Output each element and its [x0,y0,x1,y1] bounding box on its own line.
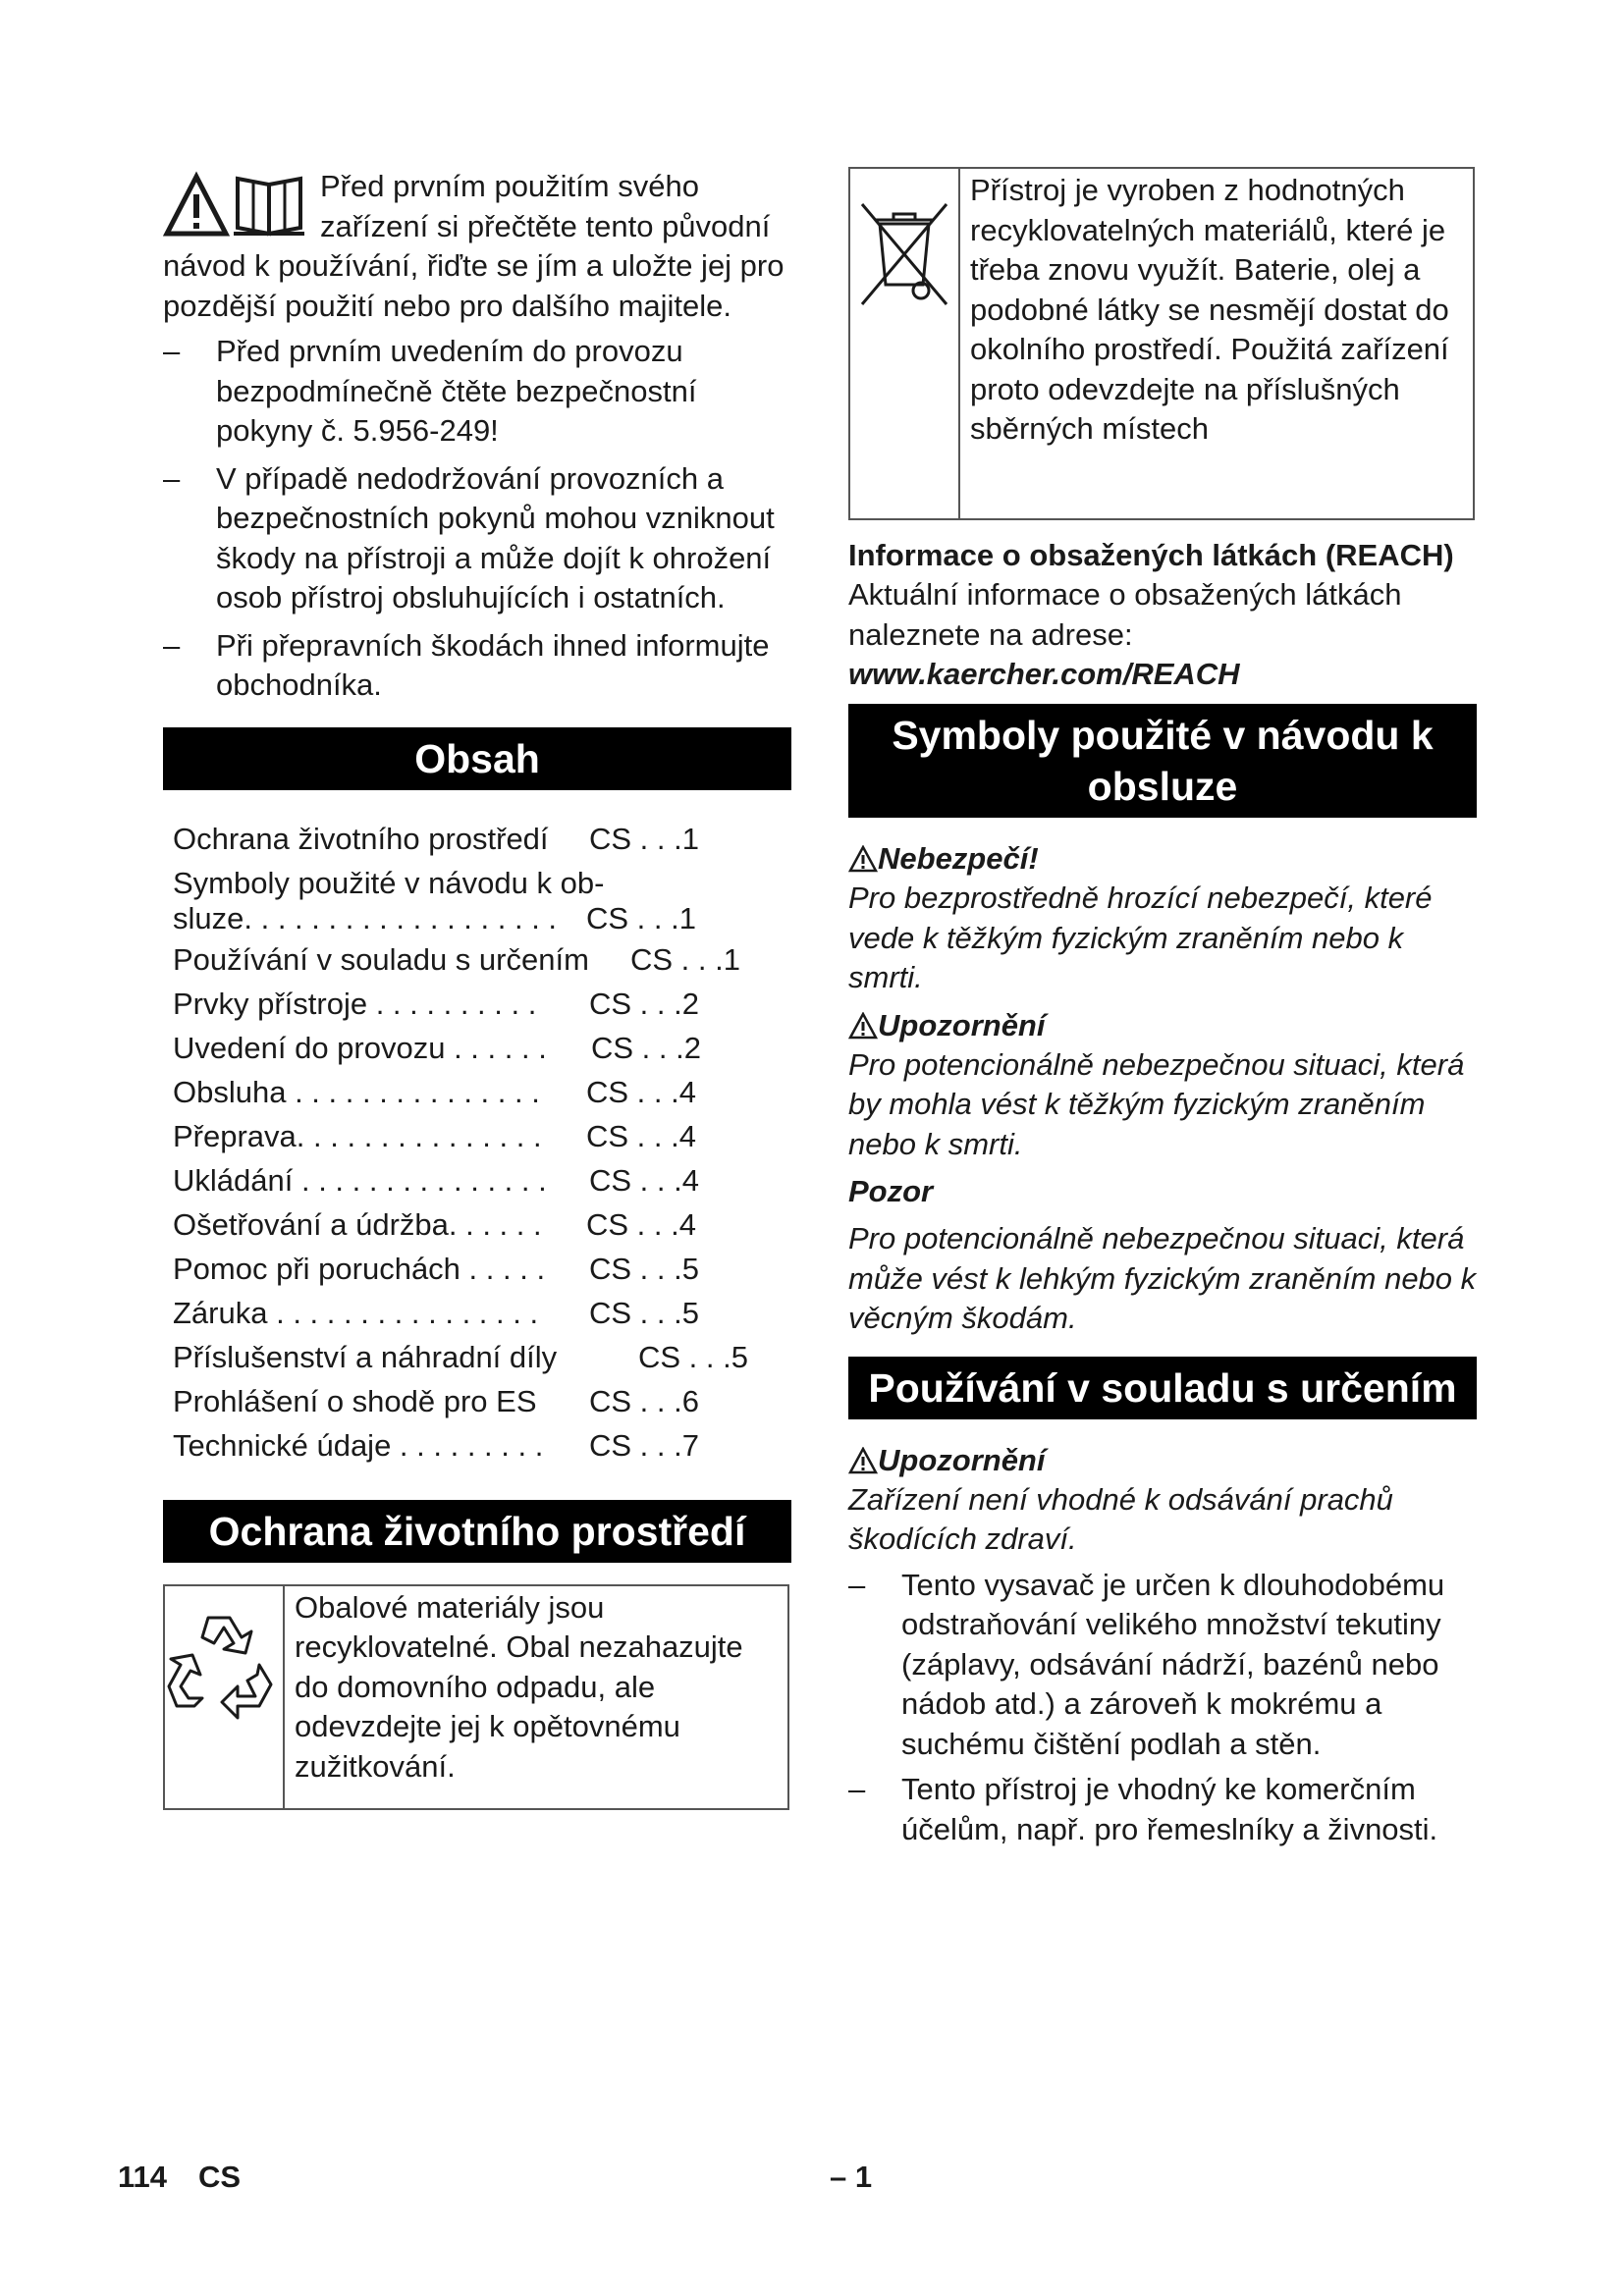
toc-entry[interactable]: Ukládání . . . . . . . . . . . . . . . CS . . .4 [173,1162,699,1198]
crossed-bin-icon [850,194,958,312]
use-warning-text: Zařízení není vhodné k odsávání prachů škodících zdraví. [848,1481,1393,1556]
right-column [848,167,1477,1849]
danger-text: Pro bezprostředně hrozící nebezpečí, které vede k těžkým fyzickým zraněním nebo k smrti. [848,881,1433,994]
intended-use-heading: Používání v souladu s určením [848,1357,1477,1419]
list-item: – Při přepravních škodách ihned informujte obchodníka. [163,627,770,702]
warning-text: Pro potencionálně nebezpečnou situaci, která by mohla vést k těžkým fyzickým zraněním nebo k smrti. [848,1046,1465,1161]
page-number: 114 CS [118,2160,242,2194]
packaging-recycling-box [163,1584,789,1810]
warning-triangle-icon [848,845,878,873]
sheet-number: – 1 [830,2160,873,2194]
toc-entry[interactable]: Technické údaje . . . . . . . . . CS . . .7 [173,1427,699,1463]
toc-entry[interactable]: Uvedení do provozu . . . . . . CS . . .2 [173,1030,701,1065]
toc-entry[interactable]: Příslušenství a náhradní díly CS . . .5 [173,1339,748,1374]
reach-link[interactable]: www.kaercher.com/REACH [848,657,1240,691]
toc-entry[interactable]: Ochrana životního prostředí CS . . .1 [173,821,699,856]
list-item: – V případě nedodržování provozních a bezpečnostních pokynů mohou vzniknout škody na přístroji a může dojít k ohrožení osob přístroj obsluhujících i ostatních. [163,460,775,614]
toc-entry[interactable]: Prohlášení o shodě pro ES CS . . .6 [173,1383,699,1418]
intro-paragraph [163,167,791,326]
warning-triangle-icon [848,1447,878,1474]
toc-entry[interactable]: Pomoc při poruchách . . . . . CS . . .5 [173,1251,699,1286]
toc-entry[interactable]: Přeprava. . . . . . . . . . . . . . . CS . . .4 [173,1118,696,1153]
environment-heading: Ochrana životního prostředí [163,1500,791,1563]
danger-label: Nebezpečí! [848,839,1477,879]
packaging-text: Obalové materiály jsou recyklovatelné. Obal nezahazujte do domovního odpadu, ale odevzdejte jej k opětovnému zužitkování. [295,1589,743,1784]
toc-entry[interactable]: Používání v souladu s určením CS . . .1 [173,941,740,977]
warning-manual-icon [163,171,310,238]
toc-entry[interactable]: Symboly použité v návodu k ob- sluze. . . . . . . . . . . . . . . . . . . CS . . .1 [173,865,696,935]
toc-entry[interactable]: Ošetřování a údržba. . . . . . CS . . .4 [173,1206,696,1242]
left-column [163,167,791,1810]
warning-triangle-icon [848,1012,878,1040]
toc-entry[interactable]: Prvky přístroje . . . . . . . . . . CS . . .2 [173,986,699,1021]
intro-text: Před prvním použitím svého zařízení si přečtěte tento původní návod k používání, řiďte se jím a uložte jej pro pozdější použití nebo pro dalšího majitele. [163,169,785,323]
list-item: – Tento vysavač je určen k dlouhodobému odstraňování velikého množství tekutiny (záplavy, odsávání nádrží, bazénů nebo nádob atd.) a zároveň k mokrému a suchému čištění podlah a stěn. [848,1567,1445,1761]
caution-label: Pozor [848,1174,934,1208]
toc-heading: Obsah [163,727,791,790]
reach-heading: Informace o obsažených látkách (REACH) [848,538,1454,572]
symbols-heading: Symboly použité v návodu k obsluze [848,704,1477,818]
caution-text: Pro potencionálně nebezpečnou situaci, která může vést k lehkým fyzickým zraněním nebo k věcným škodám. [848,1221,1477,1335]
warning-label: Upozornění [848,1006,1477,1045]
list-item: – Před prvním uvedením do provozu bezpodmínečně čtěte bezpečnostní pokyny č. 5.956-249! [163,334,697,448]
list-item: – Tento přístroj je vhodný ke komerčním účelům, např. pro řemeslníky a živnosti. [848,1772,1438,1846]
use-warning-label: Upozornění [848,1441,1477,1480]
recycle-icon [165,1604,283,1722]
toc-entry[interactable]: Obsluha . . . . . . . . . . . . . . . CS . . .4 [173,1074,696,1109]
disposal-text: Přístroj je vyroben z hodnotných recyklovatelných materiálů, které je třeba znovu využít. Baterie, olej a podobné látky se nesmějí dostat do okolního prostředí. Použitá zařízení proto odevzdejte na příslušných sběrných místech [970,173,1449,446]
table-of-contents [163,820,791,1470]
disposal-box [848,167,1475,520]
toc-entry[interactable]: Záruka . . . . . . . . . . . . . . . . CS . . .5 [173,1295,699,1330]
reach-text: Aktuální informace o obsažených látkách naleznete na adrese: [848,577,1402,652]
